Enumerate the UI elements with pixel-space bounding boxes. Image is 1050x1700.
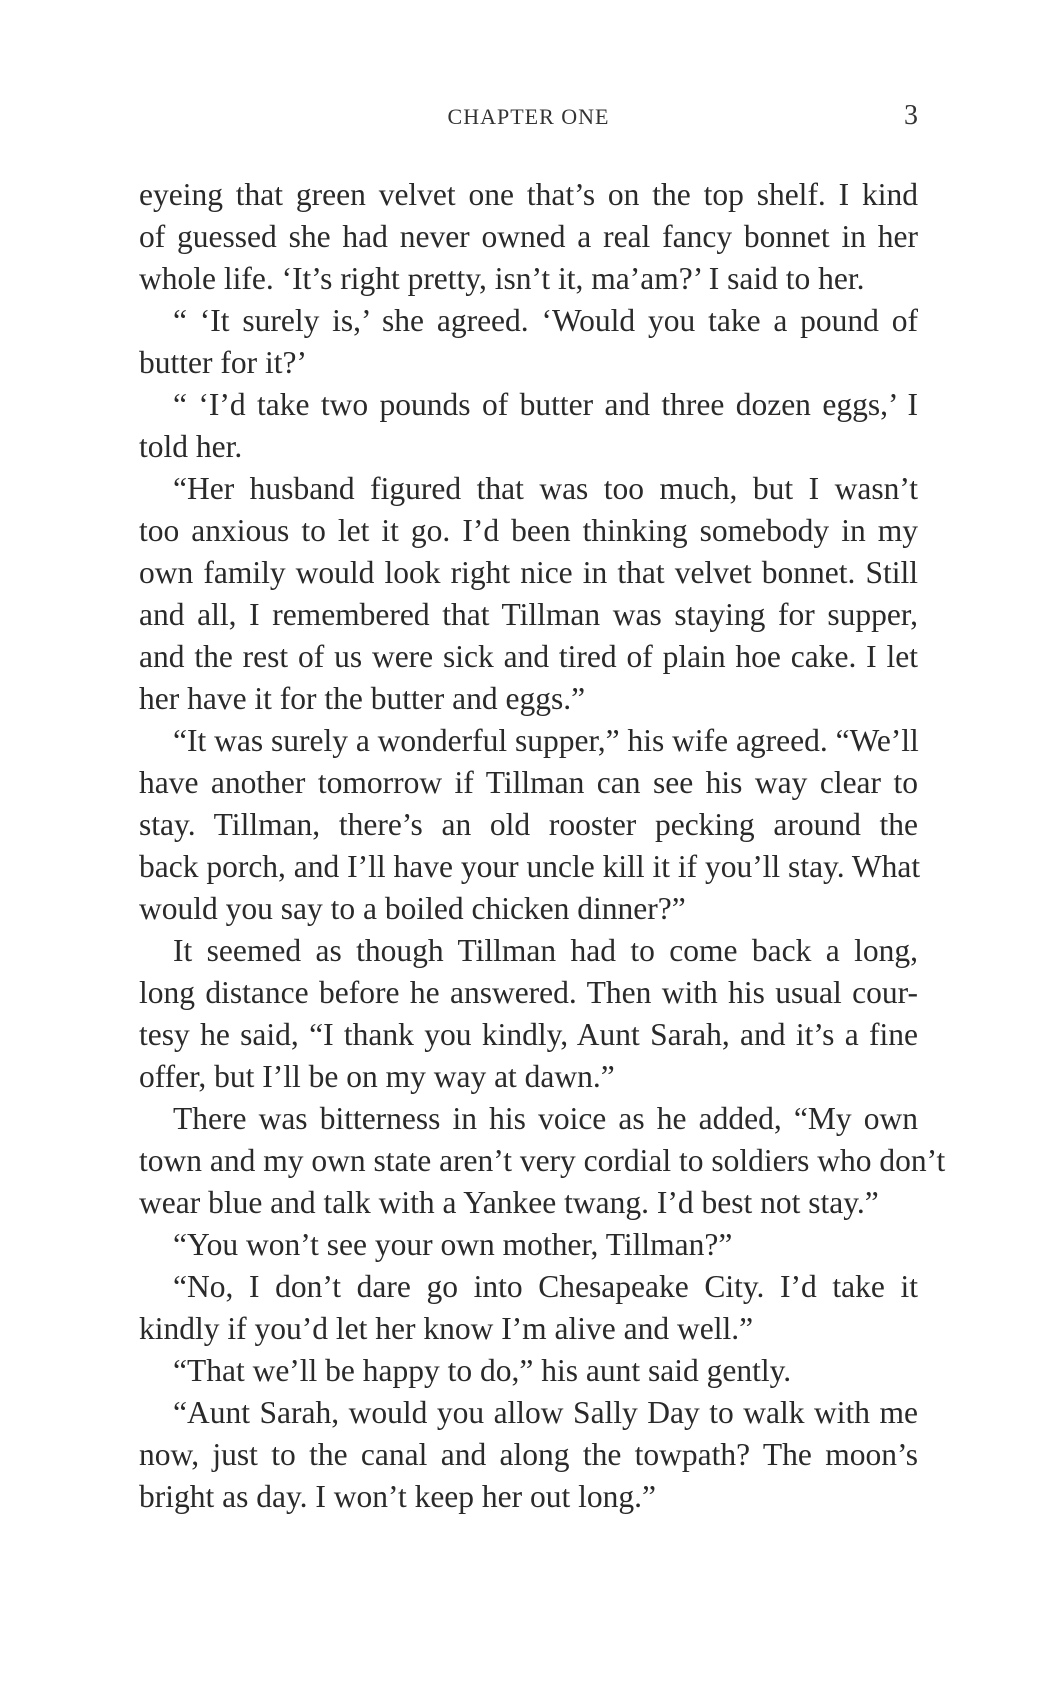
text-line: It seemed as though Tillman had to come back a long, (173, 933, 918, 968)
text-line: There was bitterness in his voice as he added, “My own (173, 1101, 918, 1136)
text-line: too anxious to let it go. I’d been thinking somebody in my (139, 513, 918, 548)
text-line: “It was surely a wonderful supper,” his wife agreed. “We’ll (173, 723, 919, 758)
text-line: wear blue and talk with a Yankee twang. I’d best not stay.” (139, 1185, 879, 1220)
text-line: “ ‘I’d take two pounds of butter and three dozen eggs,’ I (173, 387, 918, 422)
text-line: “You won’t see your own mother, Tillman?” (173, 1227, 733, 1262)
text-line: and all, I remembered that Tillman was staying for supper, (139, 597, 918, 632)
text-line: now, just to the canal and along the towpath? The moon’s (139, 1437, 918, 1472)
text-line: tesy he said, “I thank you kindly, Aunt Sarah, and it’s a fine (139, 1017, 918, 1052)
text-line: “No, I don’t dare go into Chesapeake City. I’d take it (173, 1269, 918, 1304)
text-line: “Her husband figured that was too much, but I wasn’t (173, 471, 918, 506)
text-line: “That we’ll be happy to do,” his aunt said gently. (173, 1353, 792, 1388)
page-number: 3 (904, 100, 918, 131)
running-head (139, 96, 918, 136)
text-line: whole life. ‘It’s right pretty, isn’t it, ma’am?’ I said to her. (139, 261, 865, 296)
text-line: back porch, and I’ll have your uncle kill it if you’ll stay. What (139, 849, 921, 884)
chapter-title: CHAPTER ONE (447, 104, 610, 129)
text-line: bright as day. I won’t keep her out long.” (139, 1479, 656, 1514)
text-line: kindly if you’d let her know I’m alive and well.” (139, 1311, 754, 1346)
text-line: have another tomorrow if Tillman can see his way clear to (139, 765, 918, 800)
text-line: offer, but I’ll be on my way at dawn.” (139, 1059, 615, 1094)
text-line: her have it for the butter and eggs.” (139, 681, 586, 716)
text-line: “ ‘It surely is,’ she agreed. ‘Would you take a pound of (173, 303, 918, 338)
text-line: and the rest of us were sick and tired of plain hoe cake. I let (139, 639, 918, 674)
text-line: long distance before he answered. Then with his usual cour- (139, 975, 918, 1010)
text-line: of guessed she had never owned a real fancy bonnet in her (139, 219, 918, 254)
text-line: butter for it?’ (139, 345, 307, 380)
text-line: eyeing that green velvet one that’s on the top shelf. I kind (139, 177, 918, 212)
text-line: would you say to a boiled chicken dinner?” (139, 891, 686, 926)
text-line: told her. (139, 429, 243, 464)
text-line: town and my own state aren’t very cordial to soldiers who don’t (139, 1143, 946, 1178)
body-text (139, 174, 946, 1518)
text-line: stay. Tillman, there’s an old rooster pecking around the (139, 807, 918, 842)
text-line: “Aunt Sarah, would you allow Sally Day to walk with me (173, 1395, 918, 1430)
text-line: own family would look right nice in that velvet bonnet. Still (139, 555, 918, 590)
